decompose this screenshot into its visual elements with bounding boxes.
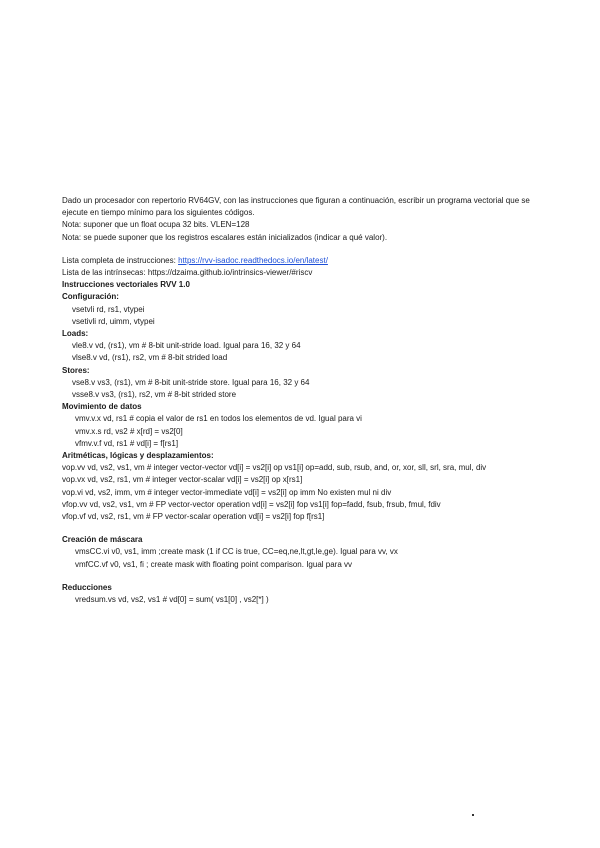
stores-heading: Stores: — [62, 365, 90, 375]
reductions-heading: Reducciones — [62, 582, 112, 592]
moves-line: vfmv.v.f vd, rs1 # vd[i] = f[rs1] — [75, 438, 179, 448]
arith-line: vfop.vv vd, vs2, vs1, vm # FP vector-vector operation vd[i] = vs2[i] fop vs1[i] fop=fadd, fsub, frsub, fmul, fdiv — [62, 499, 441, 509]
spacer — [62, 244, 552, 255]
instruction-list-line — [62, 255, 552, 267]
arith-line: vop.vv vd, vs2, vs1, vm # integer vector-vector vd[i] = vs2[i] op vs1[i] op=add, sub, rsub, and, or, xor, sll, srl, sra, mul, div — [62, 463, 487, 473]
masks-line: vmfCC.vf v0, vs1, fi ; create mask with floating point comparison. Igual para vv — [75, 559, 352, 569]
moves-heading: Movimiento de datos — [62, 402, 142, 412]
loads-heading: Loads: — [62, 329, 89, 339]
section-title: Instrucciones vectoriales RVV 1.0 — [62, 280, 190, 290]
note-scalar-registers: Nota: se puede suponer que los registros escalares están inicializados (indicar a qué valor). — [62, 232, 388, 242]
instruction-list-label: Lista completa de instrucciones: — [62, 255, 179, 265]
arith-line: vop.vx vd, vs2, rs1, vm # integer vector-scalar vd[i] = vs2[i] op x[rs1] — [62, 475, 303, 485]
instruction-list-link[interactable]: https://rvv-isadoc.readthedocs.io/en/latest/ — [178, 255, 328, 265]
loads-line: vlse8.v vd, (rs1), rs2, vm # 8-bit strided load — [72, 353, 228, 363]
moves-line: vmv.v.x vd, rs1 # copia el valor de rs1 en todos los elementos de vd. Igual para vi — [75, 414, 362, 424]
arith-line: vop.vi vd, vs2, imm, vm # integer vector-immediate vd[i] = vs2[i] op imm No existen mul ni div — [62, 487, 392, 497]
masks-line: vmsCC.vi v0, vs1, imm ;create mask (1 if CC is true, CC=eq,ne,lt,gt,le,ge). Igual para vv, vx — [75, 547, 398, 557]
arith-line: vfop.vf vd, vs2, rs1, vm # FP vector-scalar operation vd[i] = vs2[i] fop f[rs1] — [62, 512, 325, 522]
intro-paragraph: Dado un procesador con repertorio RV64GV, con las instrucciones que figuran a continuación, escribir un programa vectorial que se ejecute en tiempo mínimo para los siguientes códigos. — [62, 196, 530, 218]
moves-line: vmv.x.s rd, vs2 # x[rd] = vs2[0] — [75, 426, 183, 436]
loads-line: vle8.v vd, (rs1), vm # 8-bit unit-stride load. Igual para 16, 32 y 64 — [72, 341, 301, 351]
page-dot — [472, 814, 474, 816]
stores-line: vsse8.v vs3, (rs1), rs2, vm # 8-bit strided store — [72, 390, 237, 400]
stores-line: vse8.v vs3, (rs1), vm # 8-bit unit-stride store. Igual para 16, 32 y 64 — [72, 377, 310, 387]
spacer — [62, 571, 552, 582]
spacer — [62, 523, 552, 534]
reductions-line: vredsum.vs vd, vs2, vs1 # vd[0] = sum( vs1[0] , vs2[*] ) — [75, 595, 269, 605]
arith-heading: Aritméticas, lógicas y desplazamientos: — [62, 451, 214, 461]
intrinsics-line: Lista de las intrínsecas: https://dzaima.github.io/intrinsics-viewer/#riscv — [62, 268, 313, 278]
config-line: vsetvli rd, rs1, vtypei — [72, 304, 145, 314]
config-heading: Configuración: — [62, 292, 119, 302]
exercise-body — [62, 195, 552, 606]
config-line: vsetivli rd, uimm, vtypei — [72, 316, 155, 326]
note-float-size: Nota: suponer que un float ocupa 32 bits. VLEN=128 — [62, 220, 250, 230]
masks-heading: Creación de máscara — [62, 535, 143, 545]
